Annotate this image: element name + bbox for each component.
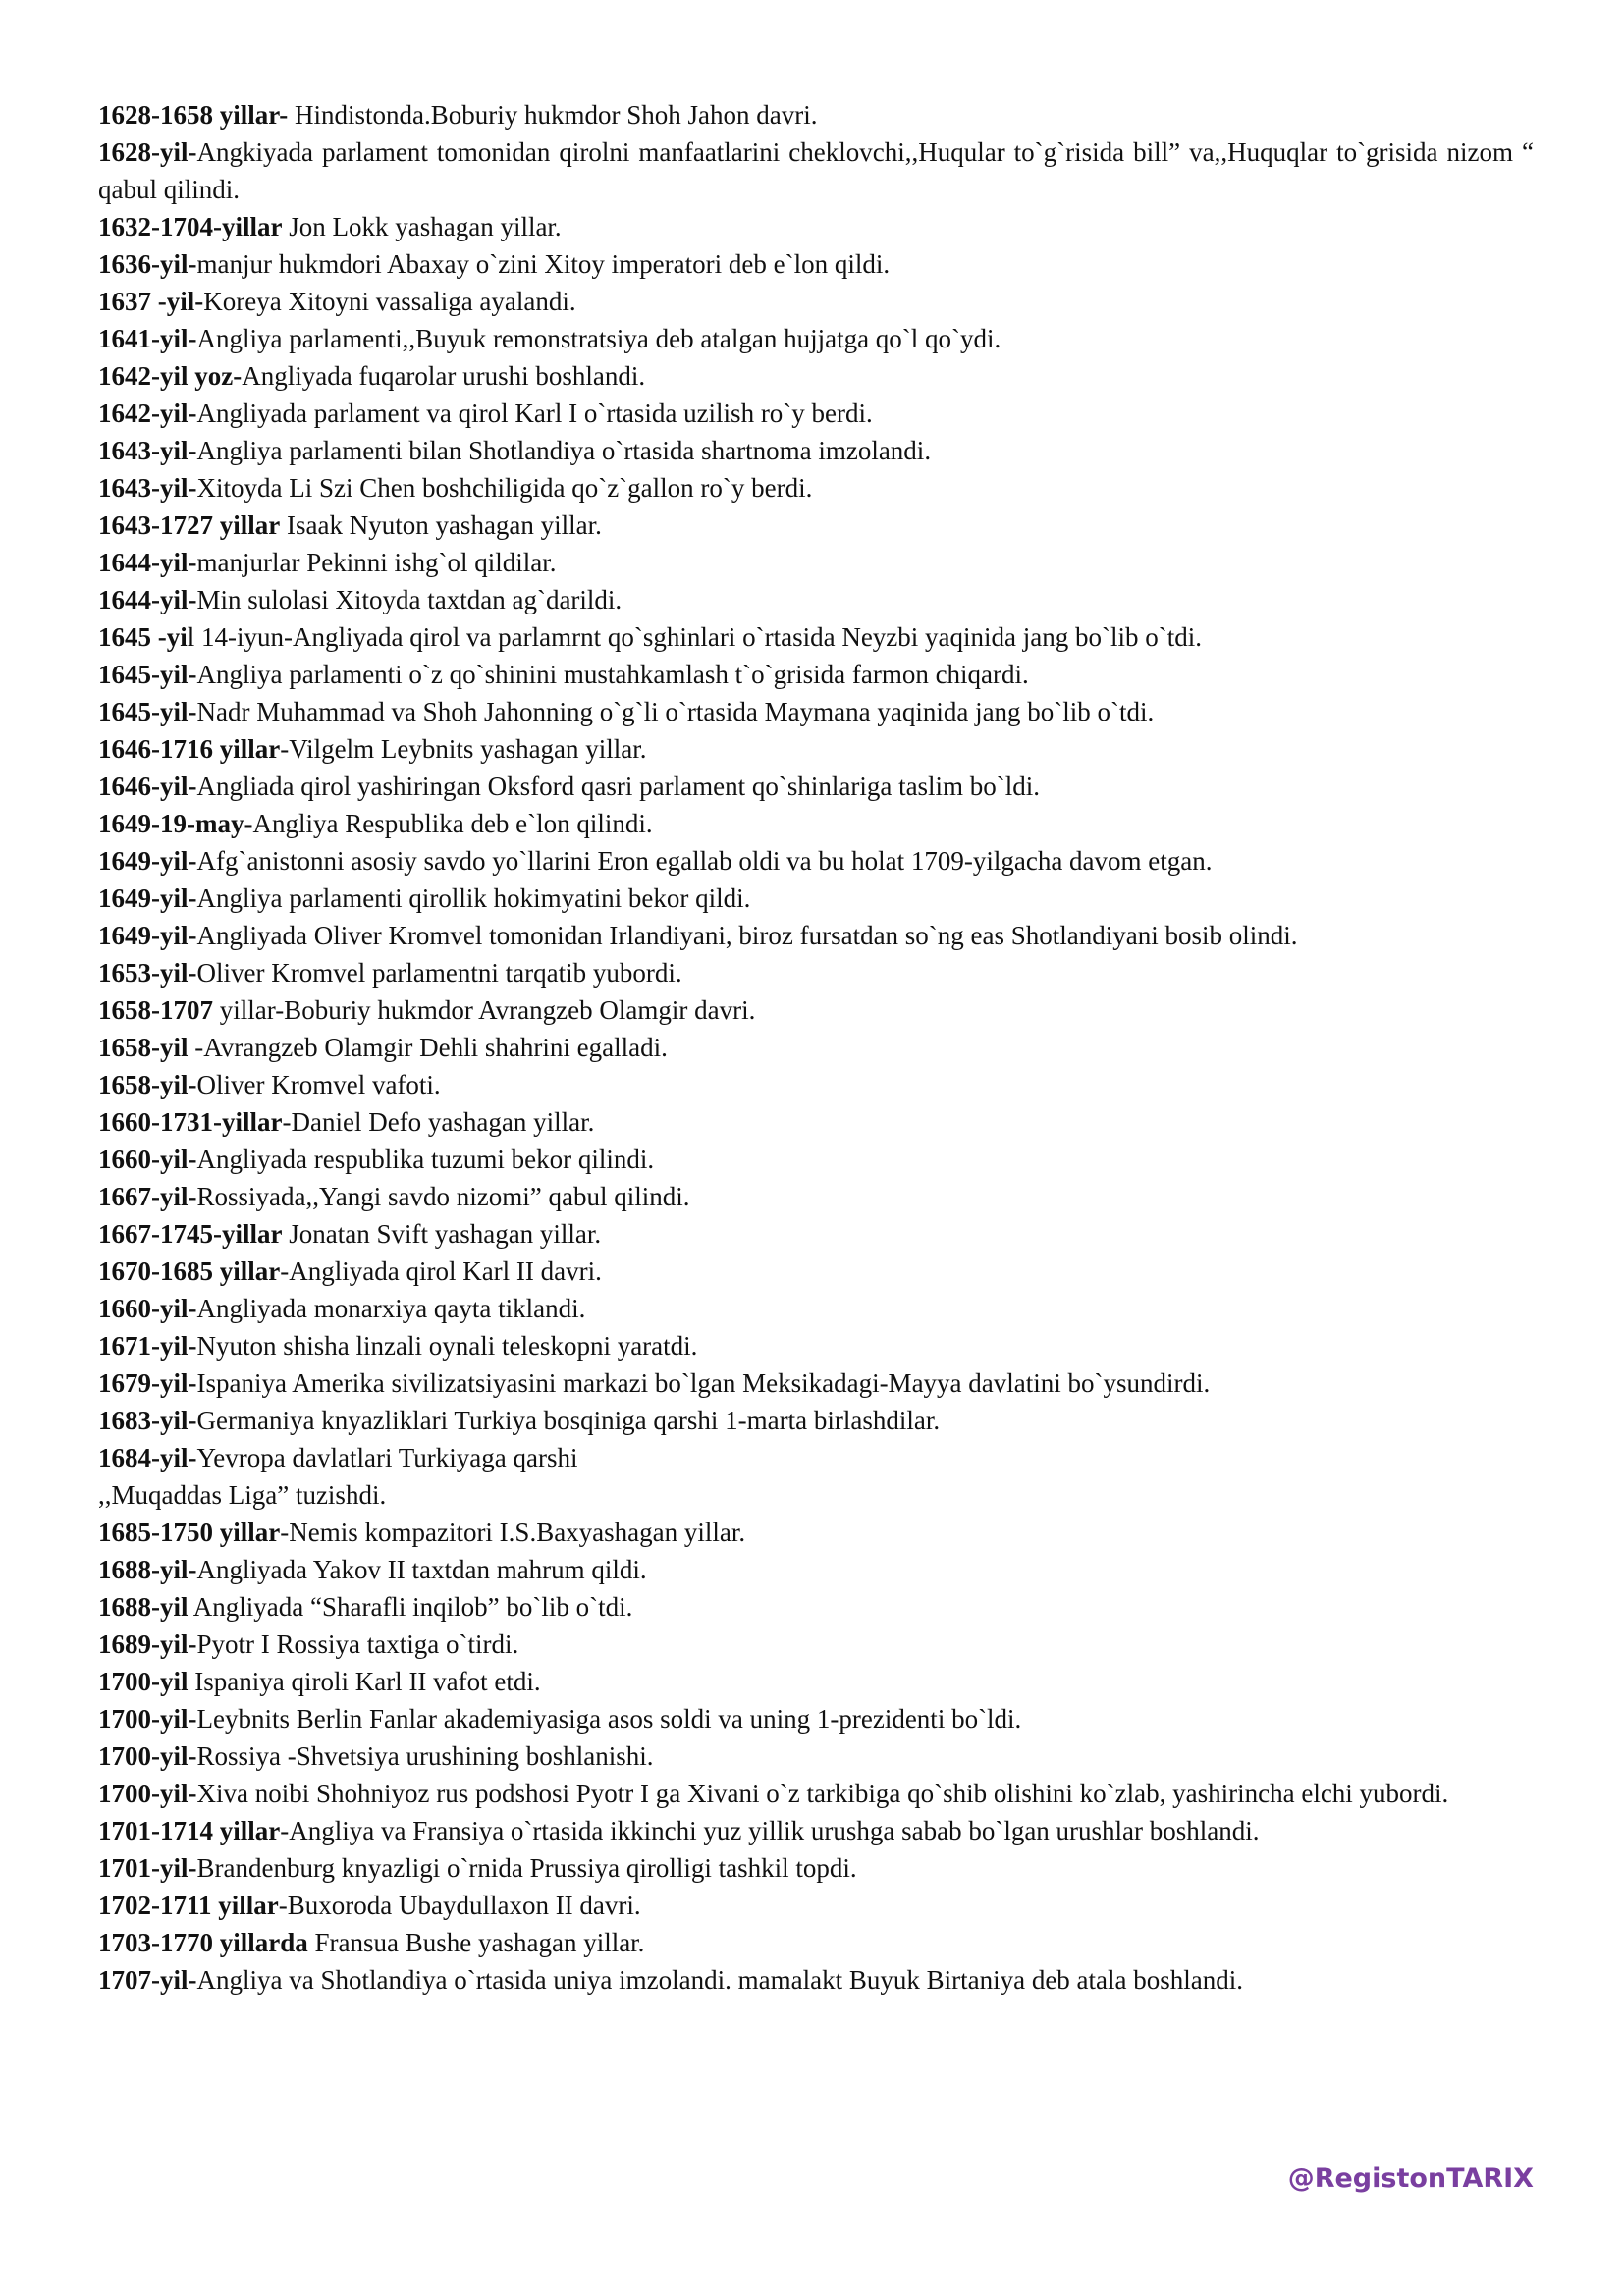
entry-text: Isaak Nyuton yashagan yillar. (280, 510, 602, 540)
entry-text: Angliya parlamenti,,Buyuk remonstratsiya deb atalgan hujjatga qo`l qo`ydi. (196, 324, 1001, 353)
chronology-entry (98, 581, 1534, 618)
chronology-entry (98, 1588, 1534, 1626)
chronology-entry (98, 1476, 1534, 1514)
entry-text: Nadr Muhammad va Shoh Jahonning o`g`li o`rtasida Maymana yaqinida jang bo`lib o`tdi. (196, 697, 1155, 726)
chronology-entry (98, 469, 1534, 507)
entry-date: 1700-yil- (98, 1704, 197, 1734)
chronology-entry (98, 432, 1534, 469)
entry-text: Angliya va Shotlandiya o`rtasida uniya imzolandi. mamalakt Buyuk Birtaniya deb atala boshlandi. (196, 1965, 1243, 1995)
chronology-entry (98, 842, 1534, 880)
chronology-entry (98, 96, 1534, 133)
entry-text: Jonatan Svift yashagan yillar. (282, 1219, 602, 1249)
entry-date: 1646-1716 yillar (98, 734, 281, 764)
entry-date: 1667-yil- (98, 1182, 197, 1211)
entry-text: Ispaniya qiroli Karl II vafot etdi. (188, 1667, 541, 1696)
chronology-entry (98, 1178, 1534, 1215)
entry-date: 1649-yil- (98, 883, 197, 913)
entry-text: l 14-iyun-Angliyada qirol va parlamrnt qo`sghinlari o`rtasida Neyzbi yaqinida jang bo`lib o`tdi. (187, 622, 1202, 652)
entry-date: 1660-yil- (98, 1294, 197, 1323)
chronology-entry (98, 1103, 1534, 1141)
chronology-entry (98, 1439, 1534, 1476)
entry-date: 1649-yil- (98, 846, 197, 876)
entry-text: Angliyada fuqarolar urushi boshlandi. (242, 361, 646, 391)
entry-text: Pyotr I Rossiya taxtiga o`tirdi. (196, 1629, 519, 1659)
entry-text: Angliya parlamenti o`z qo`shinini mustahkamlash t`o`grisida farmon chiqardi. (196, 660, 1029, 689)
chronology-entry (98, 283, 1534, 320)
entry-date: 1701-yil- (98, 1853, 197, 1883)
entry-text: manjur hukmdori Abaxay o`zini Xitoy imperatori deb e`lon qildi. (196, 249, 891, 279)
chronology-entry (98, 730, 1534, 768)
entry-date: 1632-1704-yillar (98, 212, 283, 241)
entry-date: 1649-yil- (98, 921, 197, 950)
entry-text: -Angliya va Fransiya o`rtasida ikkinchi yuz yillik urushga sabab bo`lgan urushlar boshlandi. (280, 1816, 1260, 1845)
entry-text: -Nemis kompazitori I.S.Baxyashagan yillar. (280, 1518, 746, 1547)
entry-date: 1671-yil- (98, 1331, 197, 1361)
chronology-entry (98, 507, 1534, 544)
entry-text: yillar-Boburiy hukmdor Avrangzeb Olamgir davri. (213, 995, 756, 1025)
entry-text: Xitoyda Li Szi Chen boshchiligida qo`z`gallon ro`y berdi. (196, 473, 813, 503)
entry-date: 1701-1714 yillar (98, 1816, 281, 1845)
entry-date: 1645-yil- (98, 697, 197, 726)
chronology-entry (98, 618, 1534, 656)
entry-date: 1703-1770 yillarda (98, 1928, 308, 1957)
chronology-entry (98, 1215, 1534, 1253)
entry-text: Min sulolasi Xitoyda taxtdan ag`darildi. (196, 585, 623, 614)
entry-text: Ispaniya Amerika sivilizatsiyasini markazi bo`lgan Meksikadagi-Mayya davlatini bo`ysundirdi. (196, 1368, 1211, 1398)
chronology-entry (98, 208, 1534, 245)
chronology-entry (98, 1327, 1534, 1364)
chronology-entry (98, 656, 1534, 693)
chronology-entry (98, 1290, 1534, 1327)
entry-text: -Angliya Respublika deb e`lon qilindi. (244, 809, 653, 838)
chronology-entry (98, 1663, 1534, 1700)
entry-date: 1645-yil- (98, 660, 197, 689)
entry-text: -Vilgelm Leybnits yashagan yillar. (280, 734, 647, 764)
chronology-entry (98, 1402, 1534, 1439)
entry-text: Xiva noibi Shohniyoz rus podshosi Pyotr I ga Xivani o`z tarkibiga qo`shib olishini ko`zlab, yashirincha elchi yubordi. (196, 1779, 1449, 1808)
entry-date: 1642-yil- (98, 399, 197, 428)
chronology-entry (98, 1887, 1534, 1924)
chronology-entry (98, 693, 1534, 730)
entry-date: 1658-1707 (98, 995, 213, 1025)
entry-date: 1689-yil- (98, 1629, 197, 1659)
entry-date: 1644-yil- (98, 585, 197, 614)
chronology-entry (98, 1812, 1534, 1849)
entry-text: Fransua Bushe yashagan yillar. (307, 1928, 645, 1957)
entry-date: 1658-yil (98, 1033, 189, 1062)
entry-date: 1645 -yi (98, 622, 188, 652)
entry-text: Nyuton shisha linzali oynali teleskopni yaratdi. (196, 1331, 698, 1361)
entry-date: 1644-yil- (98, 548, 197, 577)
entry-text: Angliyada respublika tuzumi bekor qilindi. (196, 1145, 655, 1174)
entry-text: Jon Lokk yashagan yillar. (282, 212, 562, 241)
entry-text: Angliada qirol yashiringan Oksford qasri parlament qo`shinlariga taslim bo`ldi. (196, 772, 1041, 801)
chronology-entry (98, 1551, 1534, 1588)
chronology-entry (98, 245, 1534, 283)
chronology-list (98, 96, 1534, 1999)
chronology-entry (98, 1364, 1534, 1402)
chronology-entry (98, 320, 1534, 357)
entry-date: 1670-1685 yillar (98, 1256, 281, 1286)
watermark-logo (1210, 2158, 1534, 2197)
entry-text: Yevropa davlatlari Turkiyaga qarshi (196, 1443, 578, 1472)
entry-text: Angliya parlamenti qirollik hokimyatini bekor qildi. (196, 883, 751, 913)
entry-date: 1688-yil (98, 1592, 189, 1622)
entry-text: Leybnits Berlin Fanlar akademiyasiga asos soldi va uning 1-prezidenti bo`ldi. (196, 1704, 1022, 1734)
chronology-entry (98, 1737, 1534, 1775)
chronology-entry (98, 1066, 1534, 1103)
entry-date: 1702-1711 yillar (98, 1891, 279, 1920)
entry-text: Koreya Xitoyni vassaliga ayalandi. (203, 287, 576, 316)
entry-text: Oliver Kromvel vafoti. (196, 1070, 441, 1099)
entry-text: Rossiyada,,Yangi savdo nizomi” qabul qilindi. (196, 1182, 690, 1211)
entry-date: 1685-1750 yillar (98, 1518, 281, 1547)
chronology-entry (98, 1924, 1534, 1961)
svg-text:@RegistonTARIX: @RegistonTARIX (1287, 2163, 1534, 2194)
chronology-entry (98, 991, 1534, 1029)
entry-text: Brandenburg knyazligi o`rnida Prussiya qirolligi tashkil topdi. (196, 1853, 857, 1883)
entry-text: -Avrangzeb Olamgir Dehli shahrini egalladi. (188, 1033, 668, 1062)
entry-text: Angkiyada parlament tomonidan qirolni manfaatlarini cheklovchi,,Huqular to`g`risida bill” va,,Huquqlar to`grisida nizom “ qabul qilindi. (98, 137, 1534, 204)
entry-text: ,,Muqaddas Liga” tuzishdi. (98, 1480, 387, 1510)
chronology-entry (98, 1849, 1534, 1887)
chronology-entry (98, 1626, 1534, 1663)
entry-date: 1707-yil- (98, 1965, 197, 1995)
entry-text: -Angliyada qirol Karl II davri. (280, 1256, 602, 1286)
entry-date: 1643-1727 yillar (98, 510, 281, 540)
entry-date: 1643-yil- (98, 473, 197, 503)
registontarix-watermark (1210, 2158, 1534, 2197)
chronology-entry (98, 1700, 1534, 1737)
chronology-entry (98, 395, 1534, 432)
entry-date: 1688-yil- (98, 1555, 197, 1584)
chronology-entry (98, 133, 1534, 208)
chronology-entry (98, 544, 1534, 581)
entry-date: 1660-yil- (98, 1145, 197, 1174)
entry-date: 1642-yil yoz- (98, 361, 243, 391)
chronology-entry (98, 917, 1534, 954)
chronology-entry (98, 954, 1534, 991)
chronology-entry (98, 805, 1534, 842)
entry-text: Angliyada Oliver Kromvel tomonidan Irlandiyani, biroz fursatdan so`ng eas Shotlandiyani bosib olindi. (196, 921, 1298, 950)
entry-text: Rossiya -Shvetsiya urushining boshlanishi. (196, 1741, 654, 1771)
entry-date: 1700-yil (98, 1667, 189, 1696)
entry-text: Angliya parlamenti bilan Shotlandiya o`rtasida shartnoma imzolandi. (196, 436, 932, 465)
chronology-entry (98, 1775, 1534, 1812)
entry-text: Afg`anistonni asosiy savdo yo`llarini Eron egallab oldi va bu holat 1709-yilgacha davom etgan. (196, 846, 1213, 876)
chronology-entry (98, 1141, 1534, 1178)
chronology-entry (98, 768, 1534, 805)
chronology-entry (98, 880, 1534, 917)
entry-date: 1649-19-may (98, 809, 244, 838)
entry-date: 1658-yil- (98, 1070, 197, 1099)
entry-date: 1628-1658 yillar- (98, 100, 289, 130)
entry-date: 1636-yil- (98, 249, 197, 279)
entry-date: 1646-yil- (98, 772, 197, 801)
entry-date: 1700-yil- (98, 1741, 197, 1771)
entry-text: Angliyada parlament va qirol Karl I o`rtasida uzilish ro`y berdi. (196, 399, 873, 428)
entry-date: 1643-yil- (98, 436, 197, 465)
entry-text: Angliyada “Sharafli inqilob” bo`lib o`tdi. (188, 1592, 633, 1622)
entry-date: 1628-yil- (98, 137, 197, 167)
chronology-entry (98, 1514, 1534, 1551)
chronology-entry (98, 1253, 1534, 1290)
entry-text: -Buxoroda Ubaydullaxon II davri. (278, 1891, 641, 1920)
entry-text: Angliyada monarxiya qayta tiklandi. (196, 1294, 586, 1323)
entry-date: 1683-yil- (98, 1406, 197, 1435)
entry-text: -Daniel Defo yashagan yillar. (282, 1107, 595, 1137)
chronology-entry (98, 357, 1534, 395)
entry-date: 1653-yil- (98, 958, 197, 988)
entry-date: 1700-yil- (98, 1779, 197, 1808)
entry-date: 1667-1745-yillar (98, 1219, 283, 1249)
entry-text: Angliyada Yakov II taxtdan mahrum qildi. (196, 1555, 647, 1584)
entry-date: 1679-yil- (98, 1368, 197, 1398)
entry-date: 1660-1731-yillar (98, 1107, 283, 1137)
entry-text: Oliver Kromvel parlamentni tarqatib yubordi. (196, 958, 682, 988)
chronology-entry (98, 1029, 1534, 1066)
entry-text: manjurlar Pekinni ishg`ol qildilar. (196, 548, 557, 577)
entry-date: 1637 -yil- (98, 287, 204, 316)
entry-text: Germaniya knyazliklari Turkiya bosqiniga qarshi 1-marta birlashdilar. (196, 1406, 941, 1435)
entry-text: Hindistonda.Boburiy hukmdor Shoh Jahon davri. (288, 100, 818, 130)
entry-date: 1684-yil- (98, 1443, 197, 1472)
chronology-entry (98, 1961, 1534, 1999)
entry-date: 1641-yil- (98, 324, 197, 353)
